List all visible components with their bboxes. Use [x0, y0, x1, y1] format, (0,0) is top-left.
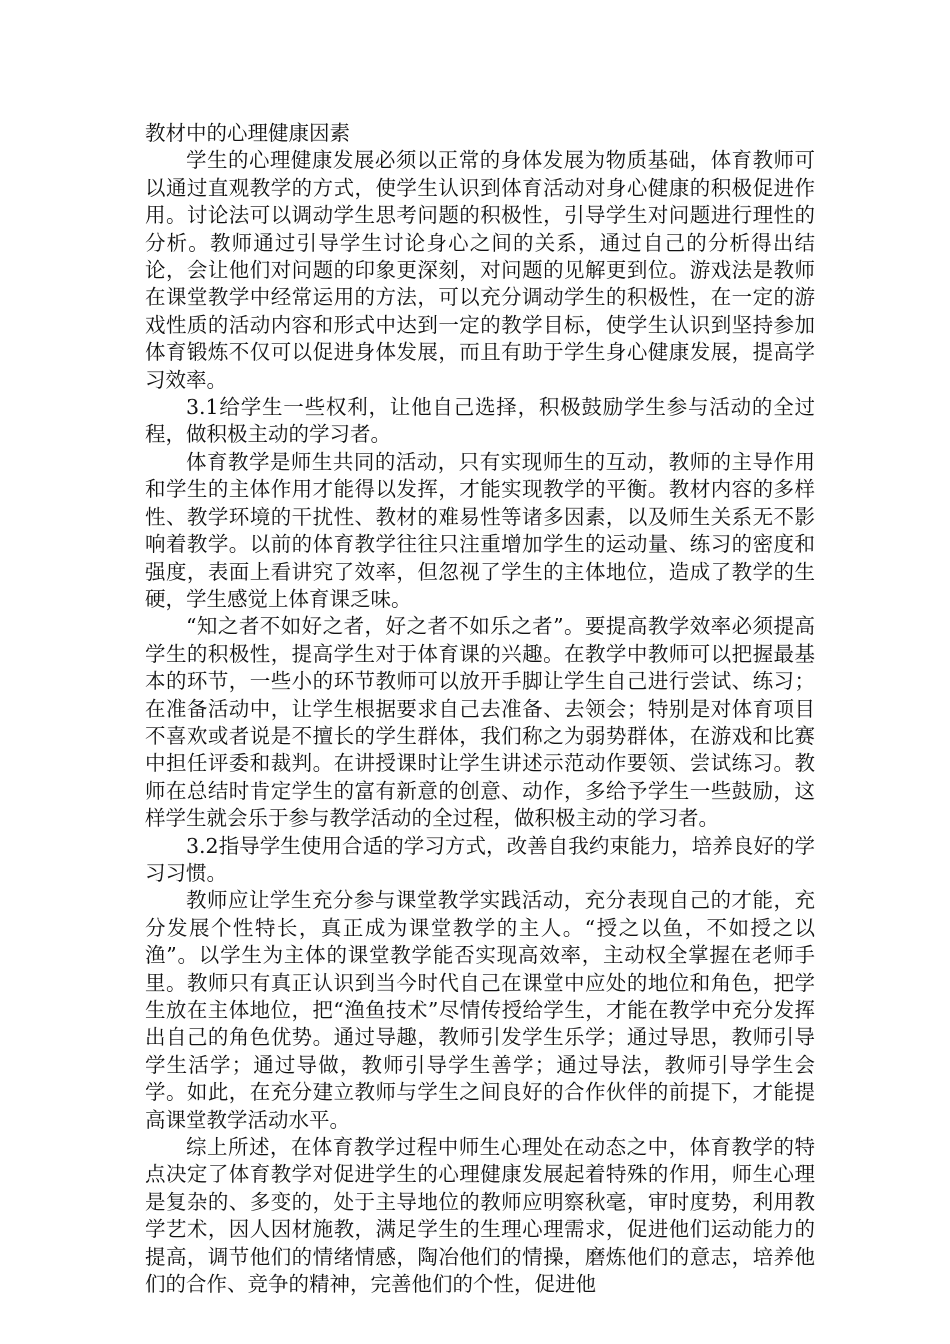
subheading-3-1: 3.1给学生一些权利，让他自己选择，积极鼓励学生参与活动的全过程，做积极主动的学习者。	[145, 395, 815, 447]
subheading-3-2: 3.2指导学生使用合适的学习方式，改善自我约束能力，培养良好的学习习惯。	[145, 833, 815, 885]
paragraph-teacher-student-interaction: 体育教学是师生共同的活动，只有实现师生的互动，教师的主导作用和学生的主体作用才能得以发挥，才能实现教学的平衡。教材内容的多样性、教学环境的干扰性、教材的难易性等诸多因素，以及师生关系无不影响着教学。以前的体育教学往往只注重增加学生的运动量、练习的密度和强度，表面上看讲究了效率，但忽视了学生的主体地位，造成了教学的生硬，学生感觉上体育课乏味。	[145, 449, 815, 611]
paragraph-physical-basis: 学生的心理健康发展必须以正常的身体发展为物质基础，体育教师可以通过直观教学的方式，使学生认识到体育活动对身心健康的积极促进作用。讨论法可以调动学生思考问题的积极性，引导学生对问题进行理性的分析。教师通过引导学生讨论身心之间的关系，通过自己的分析得出结论，会让他们对问题的印象更深刻，对问题的见解更到位。游戏法是教师在课堂教学中经常运用的方法，可以充分调动学生的积极性，在一定的游戏性质的活动内容和形式中达到一定的教学目标，使学生认识到坚持参加体育锻炼不仅可以促进身体发展，而且有助于学生身心健康发展，提高学习效率。	[145, 148, 815, 392]
document-page	[145, 120, 815, 1298]
section-heading: 教材中的心理健康因素	[145, 121, 350, 145]
paragraph-learning-methods: 教师应让学生充分参与课堂教学实践活动，充分表现自己的才能，充分发展个性特长，真正成为课堂教学的主人。“授之以鱼，不如授之以渔”。以学生为主体的课堂教学能否实现高效率，主动权全掌握在老师手里。教师只有真正认识到当今时代自己在课堂中应处的地位和角色，把学生放在主体地位，把“渔鱼技术”尽情传授给学生，才能在教学中充分发挥出自己的角色优势。通过导趣，教师引发学生乐学；通过导思，教师引导学生活学；通过导做，教师引导学生善学；通过导法，教师引导学生会学。如此，在充分建立教师与学生之间良好的合作伙伴的前提下，才能提高课堂教学活动水平。	[145, 888, 815, 1132]
paragraph-conclusion: 综上所述，在体育教学过程中师生心理处在动态之中，体育教学的特点决定了体育教学对促进学生的心理健康发展起着特殊的作用，师生心理是复杂的、多变的，处于主导地位的教师应明察秋毫，审时度势，利用教学艺术，因人因材施教，满足学生的生理心理需求，促进他们运动能力的提高，调节他们的情绪情感，陶冶他们的情操，磨炼他们的意志，培养他们的合作、竞争的精神，完善他们的个性，促进他	[145, 1135, 815, 1297]
paragraph-interest: “知之者不如好之者，好之者不如乐之者”。要提高教学效率必须提高学生的积极性，提高学生对于体育课的兴趣。在教学中教师可以把握最基本的环节，一些小的环节教师可以放开手脚让学生自己进行尝试、练习；在准备活动中，让学生根据要求自己去准备、去领会；特别是对体育项目不喜欢或者说是不擅长的学生群体，我们称之为弱势群体，在游戏和比赛中担任评委和裁判。在讲授课时让学生讲述示范动作要领、尝试练习。教师在总结时肯定学生的富有新意的创意、动作，多给予学生一些鼓励，这样学生就会乐于参与教学活动的全过程，做积极主动的学习者。	[145, 614, 815, 831]
